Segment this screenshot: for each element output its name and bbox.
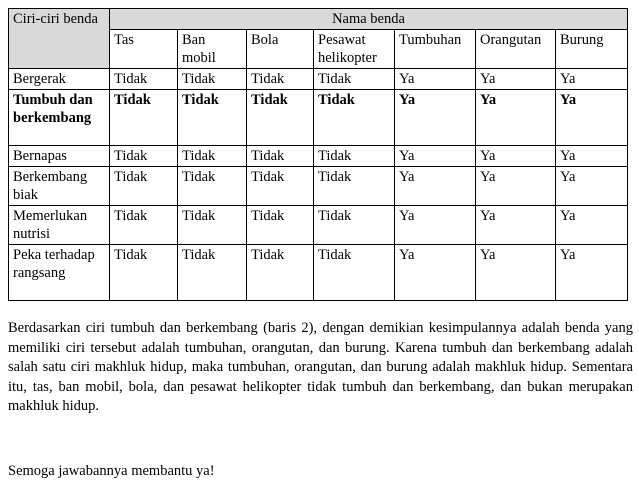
table-row	[9, 90, 628, 146]
table-cell: Ya	[476, 167, 556, 206]
header-ciri-ciri: Ciri-ciri benda	[9, 9, 110, 69]
conclusion-paragraph: Berdasarkan ciri tumbuh dan berkembang (baris 2), dengan demikian kesimpulannya adalah benda yang memiliki ciri tersebut adalah tumbuhan, orangutan, dan burung. Karena tumbuh dan berkembang adalah salah satu ciri makhluk hidup, maka tumbuhan, orangutan, dan burung adalah makhluk hidup. Sementara itu, tas, ban mobil, bola, dan pesawat helikopter tidak tumbuh dan berkembang, dan bukan merupakan makhluk hidup.	[8, 320, 633, 414]
table-row	[9, 167, 628, 206]
table-cell: Ya	[476, 206, 556, 245]
column-header: Orangutan	[476, 30, 556, 69]
table-cell: Ya	[476, 245, 556, 301]
characteristics-table	[8, 8, 628, 301]
table-row	[9, 245, 628, 301]
table-cell: Ya	[395, 245, 476, 301]
table-cell: Tidak	[110, 69, 178, 90]
column-header: Burung	[556, 30, 628, 69]
table-cell: Tidak	[314, 146, 395, 167]
table-cell: Tidak	[314, 245, 395, 301]
table-cell: Ya	[556, 167, 628, 206]
table-row	[9, 206, 628, 245]
table-cell: Tidak	[247, 245, 314, 301]
table-cell: Ya	[476, 69, 556, 90]
table-cell: Tidak	[110, 167, 178, 206]
table-cell: Tidak	[314, 167, 395, 206]
table-cell: Tidak	[247, 206, 314, 245]
table-cell: Tidak	[178, 69, 247, 90]
table-cell: Tidak	[110, 245, 178, 301]
row-label: Peka terhadap rangsang	[9, 245, 110, 301]
table-cell: Tidak	[314, 206, 395, 245]
table-cell: Tidak	[110, 206, 178, 245]
row-label: Memerlukan nutrisi	[9, 206, 110, 245]
table-cell: Ya	[395, 69, 476, 90]
table-cell: Tidak	[314, 69, 395, 90]
closing-line: Semoga jawabannya membantu ya!	[8, 463, 215, 479]
table-cell: Ya	[476, 146, 556, 167]
column-header: Tumbuhan	[395, 30, 476, 69]
table-cell: Ya	[476, 90, 556, 146]
table-cell: Ya	[556, 245, 628, 301]
table-row	[9, 146, 628, 167]
table-cell: Tidak	[247, 90, 314, 146]
header-row-1	[9, 9, 628, 30]
table-row	[9, 69, 628, 90]
table-cell: Tidak	[178, 206, 247, 245]
table-cell: Tidak	[178, 90, 247, 146]
row-label: Bernapas	[9, 146, 110, 167]
table-cell: Tidak	[178, 245, 247, 301]
table-cell: Tidak	[247, 69, 314, 90]
table-cell: Ya	[395, 90, 476, 146]
column-header: Bola	[247, 30, 314, 69]
table-cell: Tidak	[110, 90, 178, 146]
table-cell: Ya	[395, 146, 476, 167]
table-cell: Tidak	[314, 90, 395, 146]
row-label: Tumbuh dan berkembang	[9, 90, 110, 146]
column-header: Pesawat helikopter	[314, 30, 395, 69]
table-cell: Ya	[556, 69, 628, 90]
table-cell: Tidak	[247, 167, 314, 206]
table-cell: Ya	[395, 206, 476, 245]
table-cell: Ya	[395, 167, 476, 206]
header-nama-benda: Nama benda	[110, 9, 628, 30]
table-cell: Ya	[556, 90, 628, 146]
row-label: Bergerak	[9, 69, 110, 90]
table-cell: Tidak	[110, 146, 178, 167]
table-cell: Tidak	[178, 167, 247, 206]
column-header: Ban mobil	[178, 30, 247, 69]
table-cell: Tidak	[178, 146, 247, 167]
table-cell: Ya	[556, 146, 628, 167]
table-cell: Tidak	[247, 146, 314, 167]
column-header: Tas	[110, 30, 178, 69]
table-cell: Ya	[556, 206, 628, 245]
row-label: Berkembang biak	[9, 167, 110, 206]
